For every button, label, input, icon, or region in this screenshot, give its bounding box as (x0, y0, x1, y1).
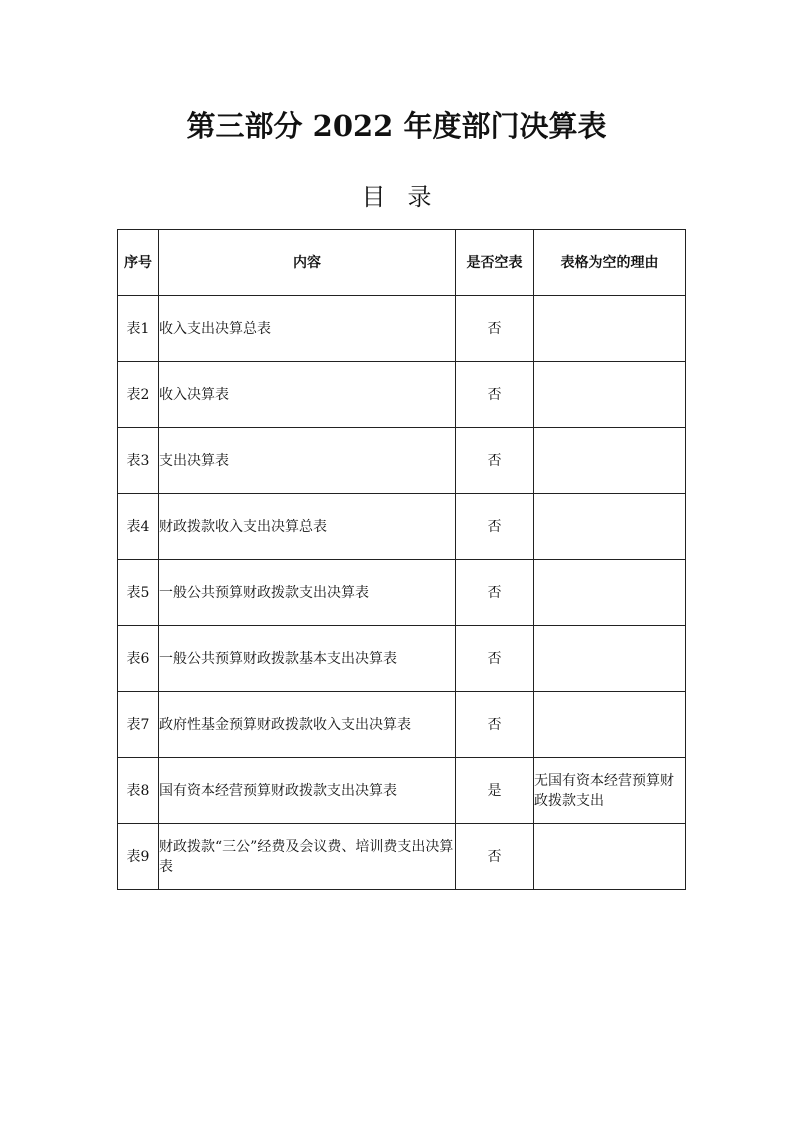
row-content: 收入决算表 (159, 362, 456, 428)
row-reason (534, 692, 686, 758)
toc-table (117, 229, 686, 890)
row-reason (534, 494, 686, 560)
row-is-empty: 否 (456, 824, 534, 890)
table-row (118, 758, 686, 824)
row-is-empty: 否 (456, 494, 534, 560)
header-seq: 序号 (118, 230, 159, 296)
row-is-empty: 否 (456, 296, 534, 362)
header-is-empty: 是否空表 (456, 230, 534, 296)
row-reason (534, 626, 686, 692)
row-seq: 表8 (118, 758, 159, 824)
row-content: 一般公共预算财政拨款基本支出决算表 (159, 626, 456, 692)
row-content: 一般公共预算财政拨款支出决算表 (159, 560, 456, 626)
row-is-empty: 否 (456, 560, 534, 626)
table-row (118, 494, 686, 560)
page-title: 第三部分 2022 年度部门决算表 (186, 109, 607, 143)
row-content: 收入支出决算总表 (159, 296, 456, 362)
row-reason (534, 560, 686, 626)
row-content: 财政拨款“三公”经费及会议费、培训费支出决算表 (159, 824, 456, 890)
row-content: 财政拨款收入支出决算总表 (159, 494, 456, 560)
row-content: 支出决算表 (159, 428, 456, 494)
header-content: 内容 (159, 230, 456, 296)
row-is-empty: 否 (456, 626, 534, 692)
row-reason (534, 362, 686, 428)
row-seq: 表3 (118, 428, 159, 494)
row-seq: 表6 (118, 626, 159, 692)
table-row (118, 824, 686, 890)
row-is-empty: 否 (456, 362, 534, 428)
row-seq: 表7 (118, 692, 159, 758)
header-reason: 表格为空的理由 (534, 230, 686, 296)
row-reason: 无国有资本经营预算财政拨款支出 (534, 758, 686, 824)
row-is-empty: 否 (456, 692, 534, 758)
table-row (118, 428, 686, 494)
row-reason (534, 296, 686, 362)
row-reason (534, 824, 686, 890)
table-header-row (118, 230, 686, 296)
row-is-empty: 否 (456, 428, 534, 494)
table-row (118, 362, 686, 428)
table-row (118, 692, 686, 758)
table-row (118, 626, 686, 692)
row-content: 政府性基金预算财政拨款收入支出决算表 (159, 692, 456, 758)
toc-heading: 目录 (361, 183, 454, 211)
row-is-empty: 是 (456, 758, 534, 824)
row-seq: 表5 (118, 560, 159, 626)
row-seq: 表1 (118, 296, 159, 362)
row-seq: 表4 (118, 494, 159, 560)
table-row (118, 560, 686, 626)
row-reason (534, 428, 686, 494)
row-content: 国有资本经营预算财政拨款支出决算表 (159, 758, 456, 824)
row-seq: 表2 (118, 362, 159, 428)
table-row (118, 296, 686, 362)
row-seq: 表9 (118, 824, 159, 890)
